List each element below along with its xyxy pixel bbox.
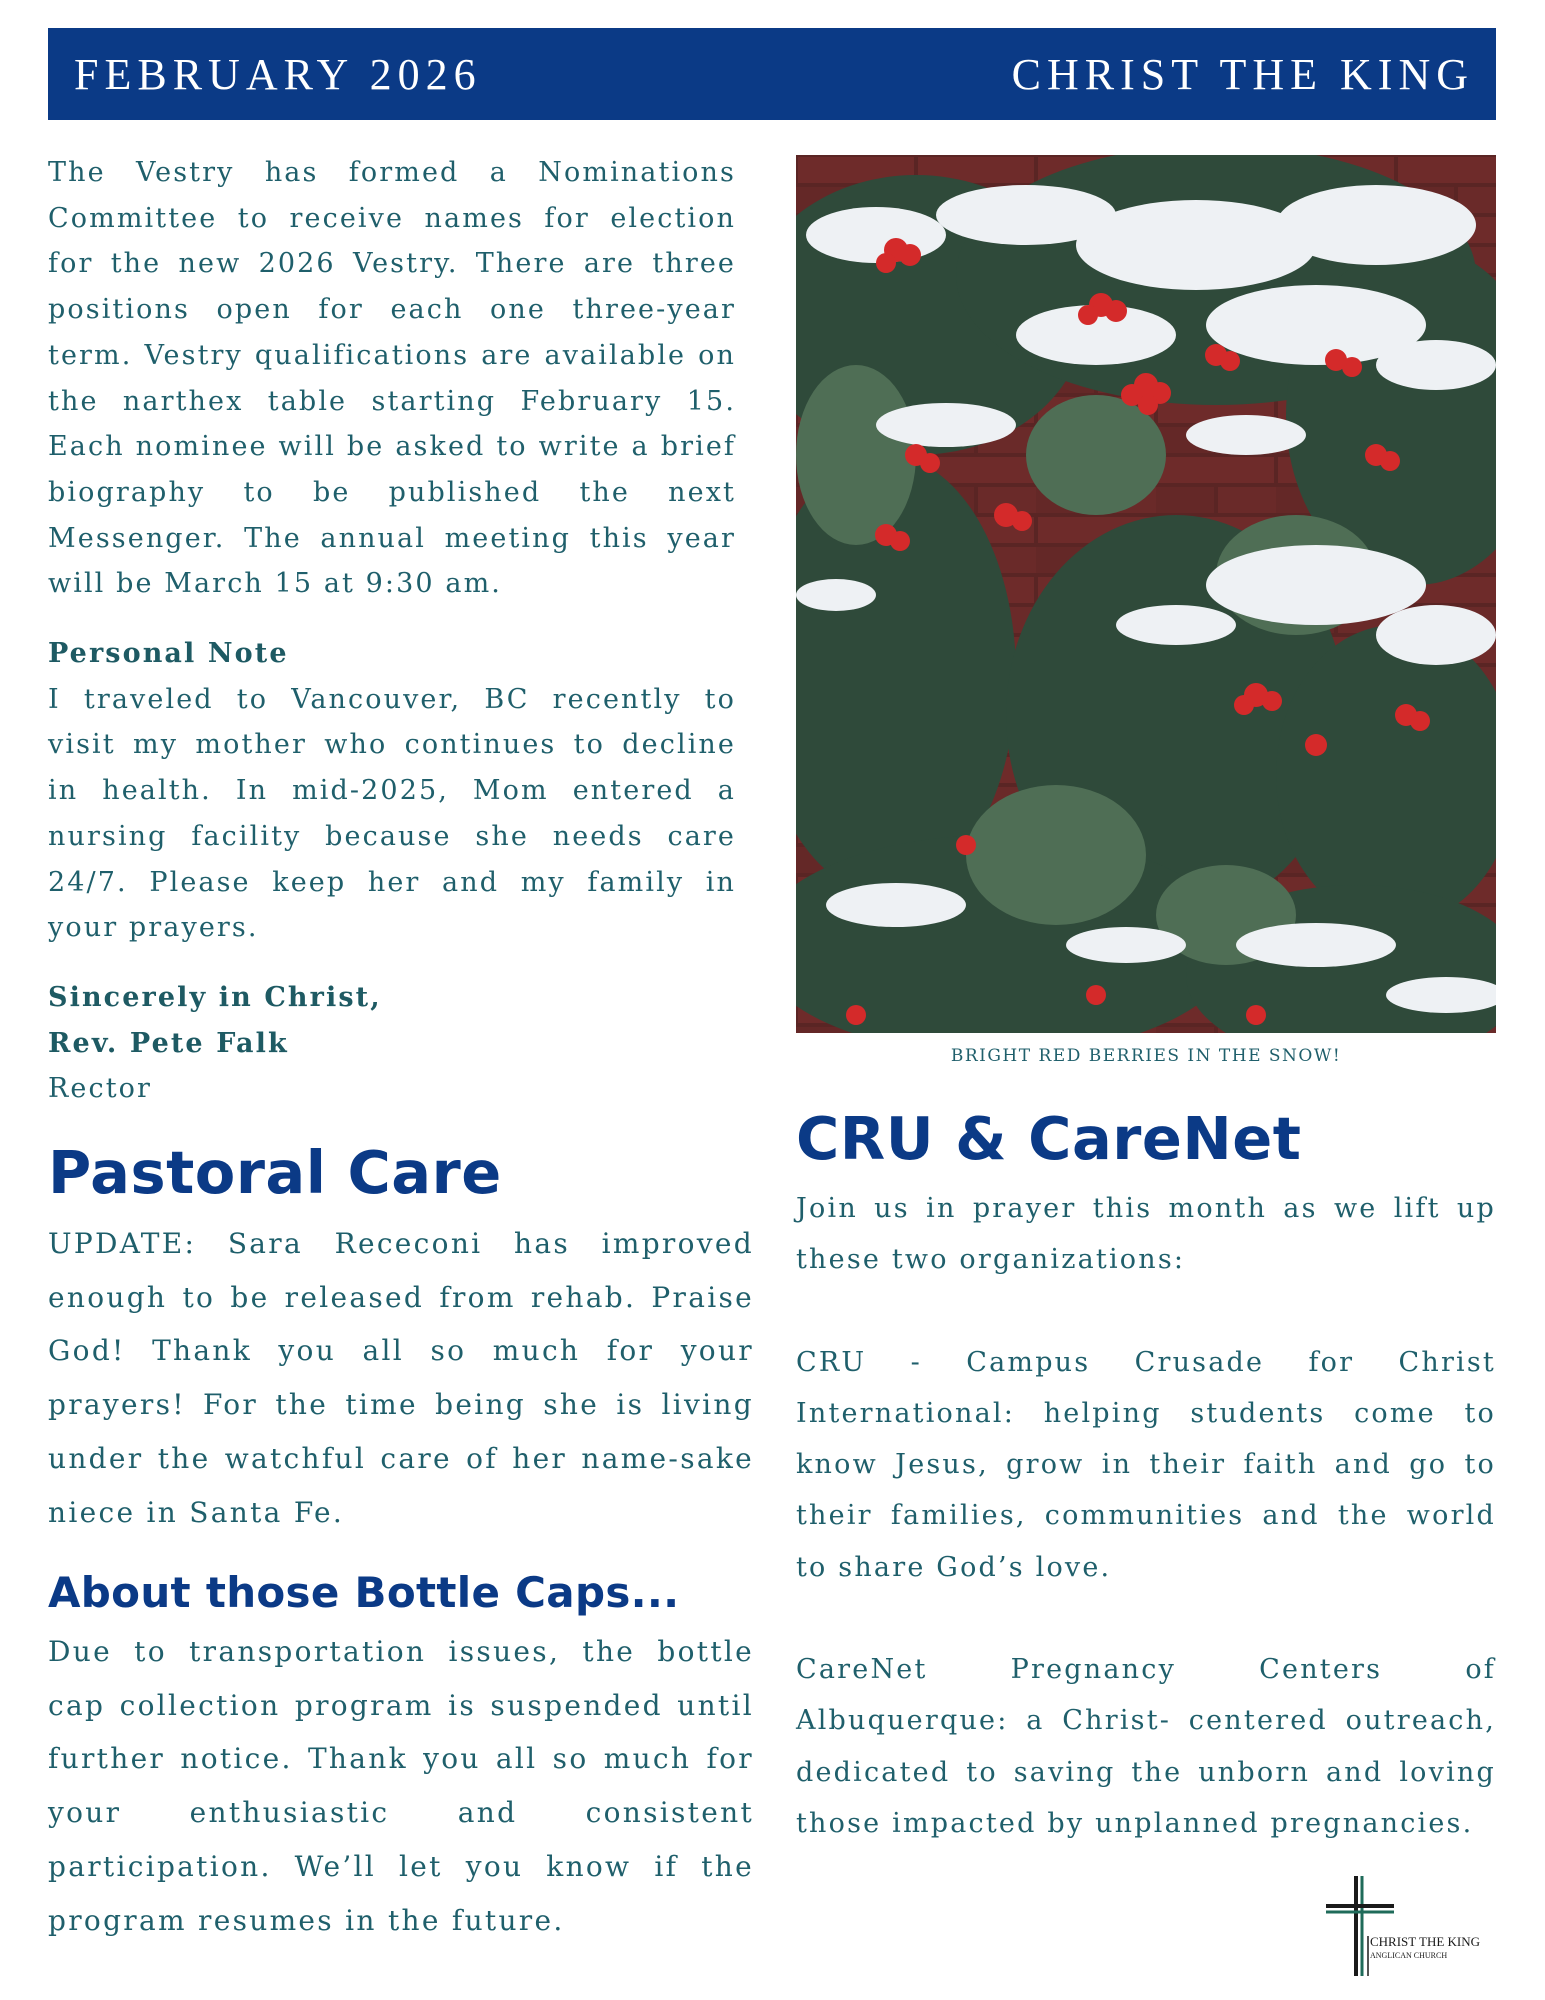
pastoral-care-text: UPDATE: Sara Receconi has improved enough to be released from rehab. Praise God! Thank you all so much for your prayers! For the time being she is living under the watchful care of her name-sake niece in Santa Fe. <box>48 1227 754 1529</box>
pastoral-care-section <box>48 1138 754 1539</box>
cru-carenet-heading: CRU & CareNet <box>796 1104 1302 1173</box>
cru-description: CRU - Campus Crusade for Christ International: helping students come to know Jesus, grow in their faith and go to their families, communities and the world to share God’s love. <box>796 1346 1496 1583</box>
cru-carenet-intro: Join us in prayer this month as we lift up these two organizations: <box>796 1193 1496 1276</box>
bottle-caps-text: Due to transportation issues, the bottle cap collection program is suspended until further notice. Thank you all so much for your enthusiastic and consistent participation. We’ll let you know if the program resumes in the future. <box>48 1635 754 1937</box>
signature-name: Rev. Pete Falk <box>48 1027 289 1059</box>
personal-note-heading: Personal Note <box>48 638 289 670</box>
signature-closing: Sincerely in Christ, <box>48 981 382 1013</box>
church-logo <box>1322 1876 1512 1976</box>
logo-line1: CHRIST THE KING <box>1370 1934 1481 1949</box>
cross-logo-icon <box>1322 1876 1512 1976</box>
berries-snow-photo <box>796 155 1496 1033</box>
carenet-description: CareNet Pregnancy Centers of Albuquerque: a Christ- centered outreach, dedicated to saving the unborn and loving those impacted by unplanned pregnancies. <box>796 1654 1496 1839</box>
personal-note-text: I traveled to Vancouver, BC recently to visit my mother who continues to decline in health. In mid-2025, Mom entered a nursing facility because she needs care 24/7. Please keep her and my family in your prayers. <box>48 683 736 944</box>
bottle-caps-heading: About those Bottle Caps... <box>48 1568 680 1617</box>
bottle-caps-section <box>48 1568 754 1947</box>
cru-carenet-section <box>796 1104 1496 1849</box>
pastoral-care-heading: Pastoral Care <box>48 1138 502 1207</box>
photo-caption: BRIGHT RED BERRIES IN THE SNOW! <box>950 1046 1342 1066</box>
church-name: CHRIST THE KING <box>1011 49 1474 99</box>
vestry-paragraph: The Vestry has formed a Nominations Committee to receive names for election for the new 2026 Vestry. There are three positions open for each one three-year term. Vestry qualifications are available on the narthex table starting February 15. Each nominee will be asked to write a brief biography to be published the next Messenger. The annual meeting this year will be March 15 at 9:30 am. <box>48 157 736 600</box>
left-column-top <box>48 150 736 1112</box>
signature-title: Rector <box>48 1073 153 1105</box>
logo-line2: ANGLICAN CHURCH <box>1370 1951 1448 1960</box>
berries-snow-illustration <box>796 155 1496 1033</box>
issue-date: FEBRUARY 2026 <box>74 49 482 99</box>
newsletter-header <box>48 28 1496 120</box>
